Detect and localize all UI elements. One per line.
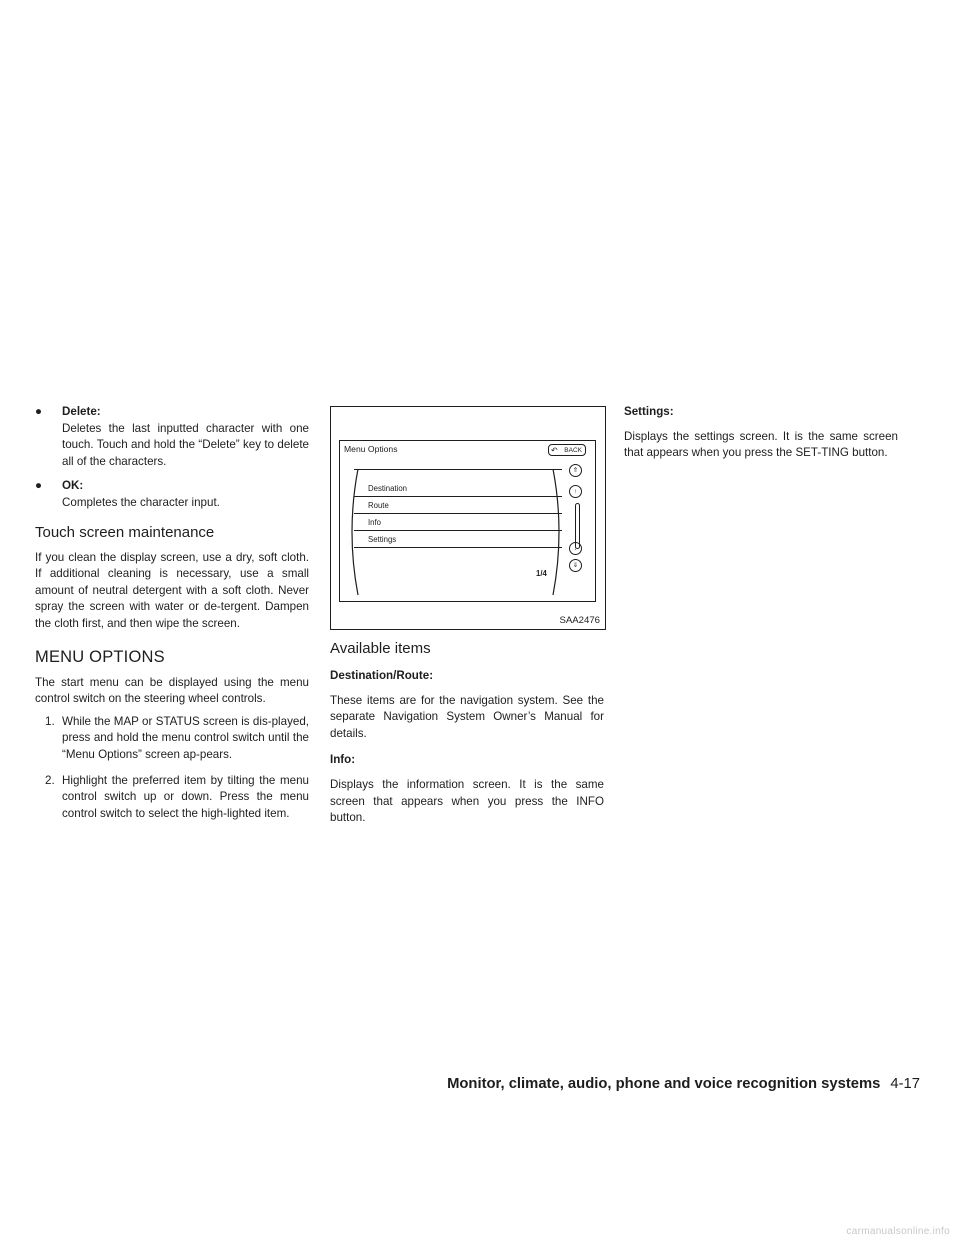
bullet-desc: Deletes the last inputted character with one touch. Touch and hold the “Delete” key to delete all of the characters. (62, 421, 309, 468)
page-up-icon: ⇑ (569, 464, 582, 477)
bullet-term: Delete: (62, 405, 101, 418)
figure-screen-title: Menu Options (344, 444, 398, 454)
scroll-up-icon: ↑ (569, 485, 582, 498)
bullet-desc: Completes the character input. (62, 495, 220, 509)
figure-back-label: BACK (564, 447, 582, 454)
info-term: Info: (330, 753, 356, 767)
settings-text: Displays the settings screen. It is the same screen that appears when you press the SET-TING button. (624, 429, 898, 460)
figure-menu-item: Route (354, 498, 562, 514)
bullet-term: OK: (62, 479, 84, 493)
figure-back-button (548, 444, 586, 456)
figure-menu-item: Destination (354, 481, 562, 497)
menu-options-heading: MENU OPTIONS (35, 647, 165, 666)
step-number: 1. (45, 714, 55, 728)
bullet-dot: ● (35, 405, 43, 418)
scroll-down-icon: ↓ (569, 542, 582, 555)
bullet-delete (35, 404, 309, 470)
figure-code: SAA2476 (559, 615, 600, 626)
back-arrow-icon: ↶ (551, 446, 558, 455)
step-text: Highlight the preferred item by tilting the menu control switch up or down. Press the menu control switch to select the high-lighted item. (62, 773, 309, 820)
figure-menu-item: Info (354, 515, 562, 531)
page-down-icon: ⇓ (569, 559, 582, 572)
list-item (35, 714, 309, 764)
footer-section-title: Monitor, climate, audio, phone and voice recognition systems (447, 1076, 881, 1092)
steps-list (35, 714, 309, 823)
column-left (35, 404, 309, 831)
menu-intro-paragraph: The start menu can be displayed using the menu control switch on the steering wheel controls. (35, 675, 309, 706)
step-number: 2. (45, 773, 55, 787)
column-middle (330, 640, 604, 827)
available-items-heading: Available items (330, 640, 431, 657)
menu-options-figure (330, 406, 606, 630)
step-text: While the MAP or STATUS screen is dis-played, press and hold the menu control switch until the “Menu Options” screen ap-pears. (62, 714, 309, 761)
maintenance-heading: Touch screen maintenance (35, 523, 215, 541)
destination-route-text: These items are for the navigation system. See the separate Navigation System Owner’s Manual for details. (330, 693, 604, 740)
bullet-dot: ● (35, 479, 43, 493)
figure-page-indicator: 1/4 (536, 569, 547, 578)
maintenance-paragraph: If you clean the display screen, use a dry, soft cloth. If additional cleaning is necessary, use a small amount of neutral detergent with a soft cloth. Never spray the screen with water or de-tergent. Dampen the cloth first, and then wipe the screen. (35, 550, 309, 630)
page-footer (447, 1076, 920, 1092)
destination-route-term: Destination/Route: (330, 669, 434, 682)
page-number: 4-17 (890, 1076, 920, 1092)
info-text: Displays the information screen. It is the same screen that appears when you press the INFO button. (330, 777, 604, 825)
list-item (35, 773, 309, 823)
figure-menu-item: Settings (354, 532, 562, 548)
figure-menu-list (354, 467, 562, 595)
column-right (624, 404, 898, 462)
bullet-ok (35, 478, 309, 511)
watermark: carmanualsonline.info (846, 1226, 950, 1237)
settings-term: Settings: (624, 405, 674, 418)
